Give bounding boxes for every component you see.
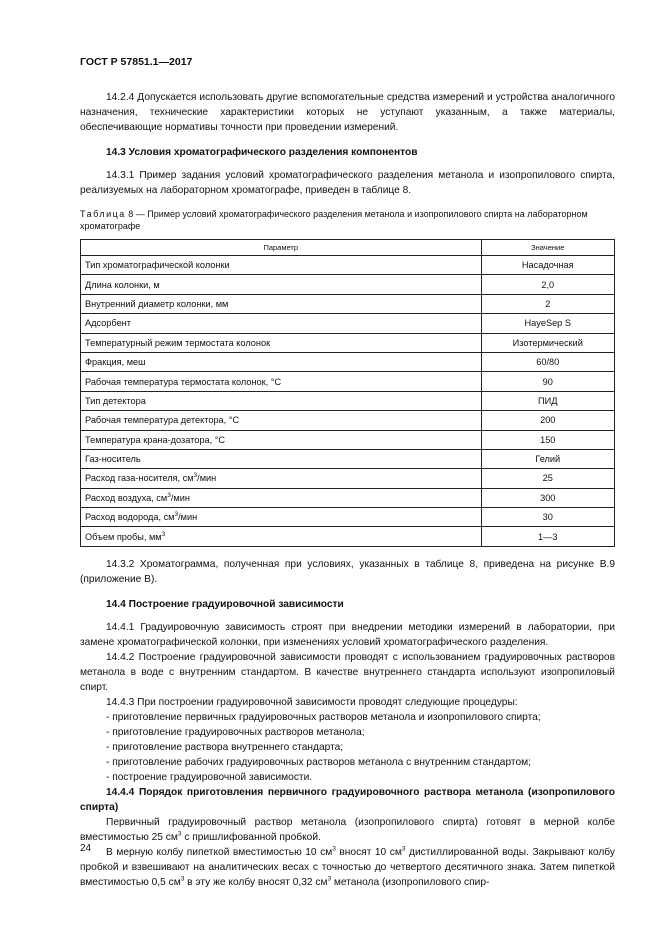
parameter-cell: Длина колонки, м xyxy=(81,275,482,294)
parameter-cell: Объем пробы, $мм^3$ xyxy=(81,527,482,546)
table-row xyxy=(81,411,615,430)
table-row xyxy=(81,449,615,468)
value-cell: ПИД xyxy=(481,391,615,410)
list-item: - приготовление градуировочных растворов метанола; xyxy=(106,726,365,738)
page-number: 24 xyxy=(80,843,92,854)
parameter-cell: Расход воздуха, $см^3$/мин xyxy=(81,488,482,507)
parameter-cell: Температурный режим термостата колонок xyxy=(81,333,482,352)
value-cell: 200 xyxy=(481,411,615,430)
list-item: - приготовление первичных градуировочных растворов метанола и изопропилового спирта; xyxy=(106,711,541,723)
table-row xyxy=(81,508,615,527)
table-row xyxy=(81,391,615,410)
table-row xyxy=(81,256,615,275)
parameter-cell: Расход водорода, $см^3$/мин xyxy=(81,508,482,527)
table-row xyxy=(81,314,615,333)
value-cell: 150 xyxy=(481,430,615,449)
value-cell: 25 xyxy=(481,469,615,488)
value-cell: Гелий xyxy=(481,449,615,468)
table-caption-prefix: Таблица xyxy=(80,209,126,219)
document-header: ГОСТ Р 57851.1—2017 xyxy=(80,56,193,68)
value-cell: Насадочная xyxy=(481,256,615,275)
value-cell: Изотермический xyxy=(481,333,615,352)
parameter-cell: Фракция, меш xyxy=(81,352,482,371)
value-cell: HayeSep S xyxy=(481,314,615,333)
paragraph-14-3-2: 14.3.2 Хроматограмма, полученная при условиях, указанных в таблице 8, приведена на рисунке В.9 (приложение В). xyxy=(80,558,615,585)
section-heading-14-3: 14.3 Условия хроматографического разделения компонентов xyxy=(106,147,418,158)
table-header-row xyxy=(81,240,615,256)
table-caption-text: 8 — Пример условий хроматографического разделения метанола и изопропилового спирта на лабораторном хроматографе xyxy=(80,209,588,231)
value-cell: 2 xyxy=(481,294,615,313)
value-cell: 30 xyxy=(481,508,615,527)
paragraph-procedure: В мерную колбу пипеткой вместимостью 10 $см^3$ вносят 10 $см^3$ дистиллированной воды. Закрывают колбу пробкой и взвешивают на аналитических весах с точностью до четвертого десятичного знака. Затем пипеткой вместимостью 0,5 $см^3$ в эту же колбу вносят 0,32 $см^3$ метанола (изопропилового спир- xyxy=(80,845,615,888)
paragraph-14-2-4: 14.2.4 Допускается использовать другие вспомогательные средства измерений и устройства аналогичного назначения, технические характеристики которых не уступают указанным, а также материалы, обеспечивающие нормативы точности при проведении измерений. xyxy=(80,92,615,133)
table-row xyxy=(81,488,615,507)
value-cell: 2,0 xyxy=(481,275,615,294)
conditions-table xyxy=(80,239,615,547)
value-cell: 1—3 xyxy=(481,527,615,546)
list-item: - приготовление рабочих градуировочных растворов метанола с внутренним стандартом; xyxy=(106,756,531,768)
parameter-cell: Рабочая температура детектора, °С xyxy=(81,411,482,430)
list-item: - приготовление раствора внутреннего стандарта; xyxy=(106,741,344,753)
table-row xyxy=(81,352,615,371)
column-header-value: Значение xyxy=(481,240,615,256)
value-cell: 90 xyxy=(481,372,615,391)
parameter-cell: Внутренний диаметр колонки, мм xyxy=(81,294,482,313)
procedure-list xyxy=(80,710,615,785)
parameter-cell: Тип хроматографической колонки xyxy=(81,256,482,275)
table-caption xyxy=(80,208,615,232)
table-row xyxy=(81,527,615,546)
table-row xyxy=(81,275,615,294)
section-heading-14-4: 14.4 Построение градуировочной зависимости xyxy=(106,598,344,610)
document-page xyxy=(80,56,615,890)
table-row xyxy=(81,372,615,391)
parameter-cell: Температура крана-дозатора, °С xyxy=(81,430,482,449)
parameter-cell: Расход газа-носителя, $см^3$/мин xyxy=(81,469,482,488)
paragraph-14-4-3: 14.4.3 При построении градуировочной зависимости проводят следующие процедуры: xyxy=(106,696,518,708)
table-row xyxy=(81,333,615,352)
list-item: - построение градуировочной зависимости. xyxy=(106,771,313,783)
parameter-cell: Тип детектора xyxy=(81,391,482,410)
parameter-cell: Газ-носитель xyxy=(81,449,482,468)
subsection-heading-14-4-4: 14.4.4 Порядок приготовления первичного градуировочного раствора метанола (изопропилового спирта) xyxy=(80,786,615,813)
table-row xyxy=(81,430,615,449)
table-row xyxy=(81,294,615,313)
paragraph-14-4-2: 14.4.2 Построение градуировочной зависимости проводят с использованием градуировочных растворов метанола в воде с внутренним стандартом. В качестве внутреннего стандарта используют изопропиловый спирт. xyxy=(80,651,615,693)
parameter-cell: Рабочая температура термостата колонок, °С xyxy=(81,372,482,391)
parameter-cell: Адсорбент xyxy=(81,314,482,333)
paragraph-primary-solution: Первичный градуировочный раствор метанола (изопропилового спирта) готовят в мерной колбе вместимостью 25 $см^3$ с пришлифованной пробкой. xyxy=(80,816,615,843)
value-cell: 60/80 xyxy=(481,352,615,371)
table-row xyxy=(81,469,615,488)
paragraph-14-3-1: 14.3.1 Пример задания условий хроматографического разделения метанола и изопропилового спирта, реализуемых на лабораторном хроматографе, приведен в таблице 8. xyxy=(80,170,615,196)
column-header-parameter: Параметр xyxy=(81,240,482,256)
value-cell: 300 xyxy=(481,488,615,507)
paragraph-14-4-1: 14.4.1 Градуировочную зависимость строят при внедрении методики измерений в лаборатории, при замене хроматографической колонки, при изменениях условий хроматографического разделения. xyxy=(80,621,615,648)
